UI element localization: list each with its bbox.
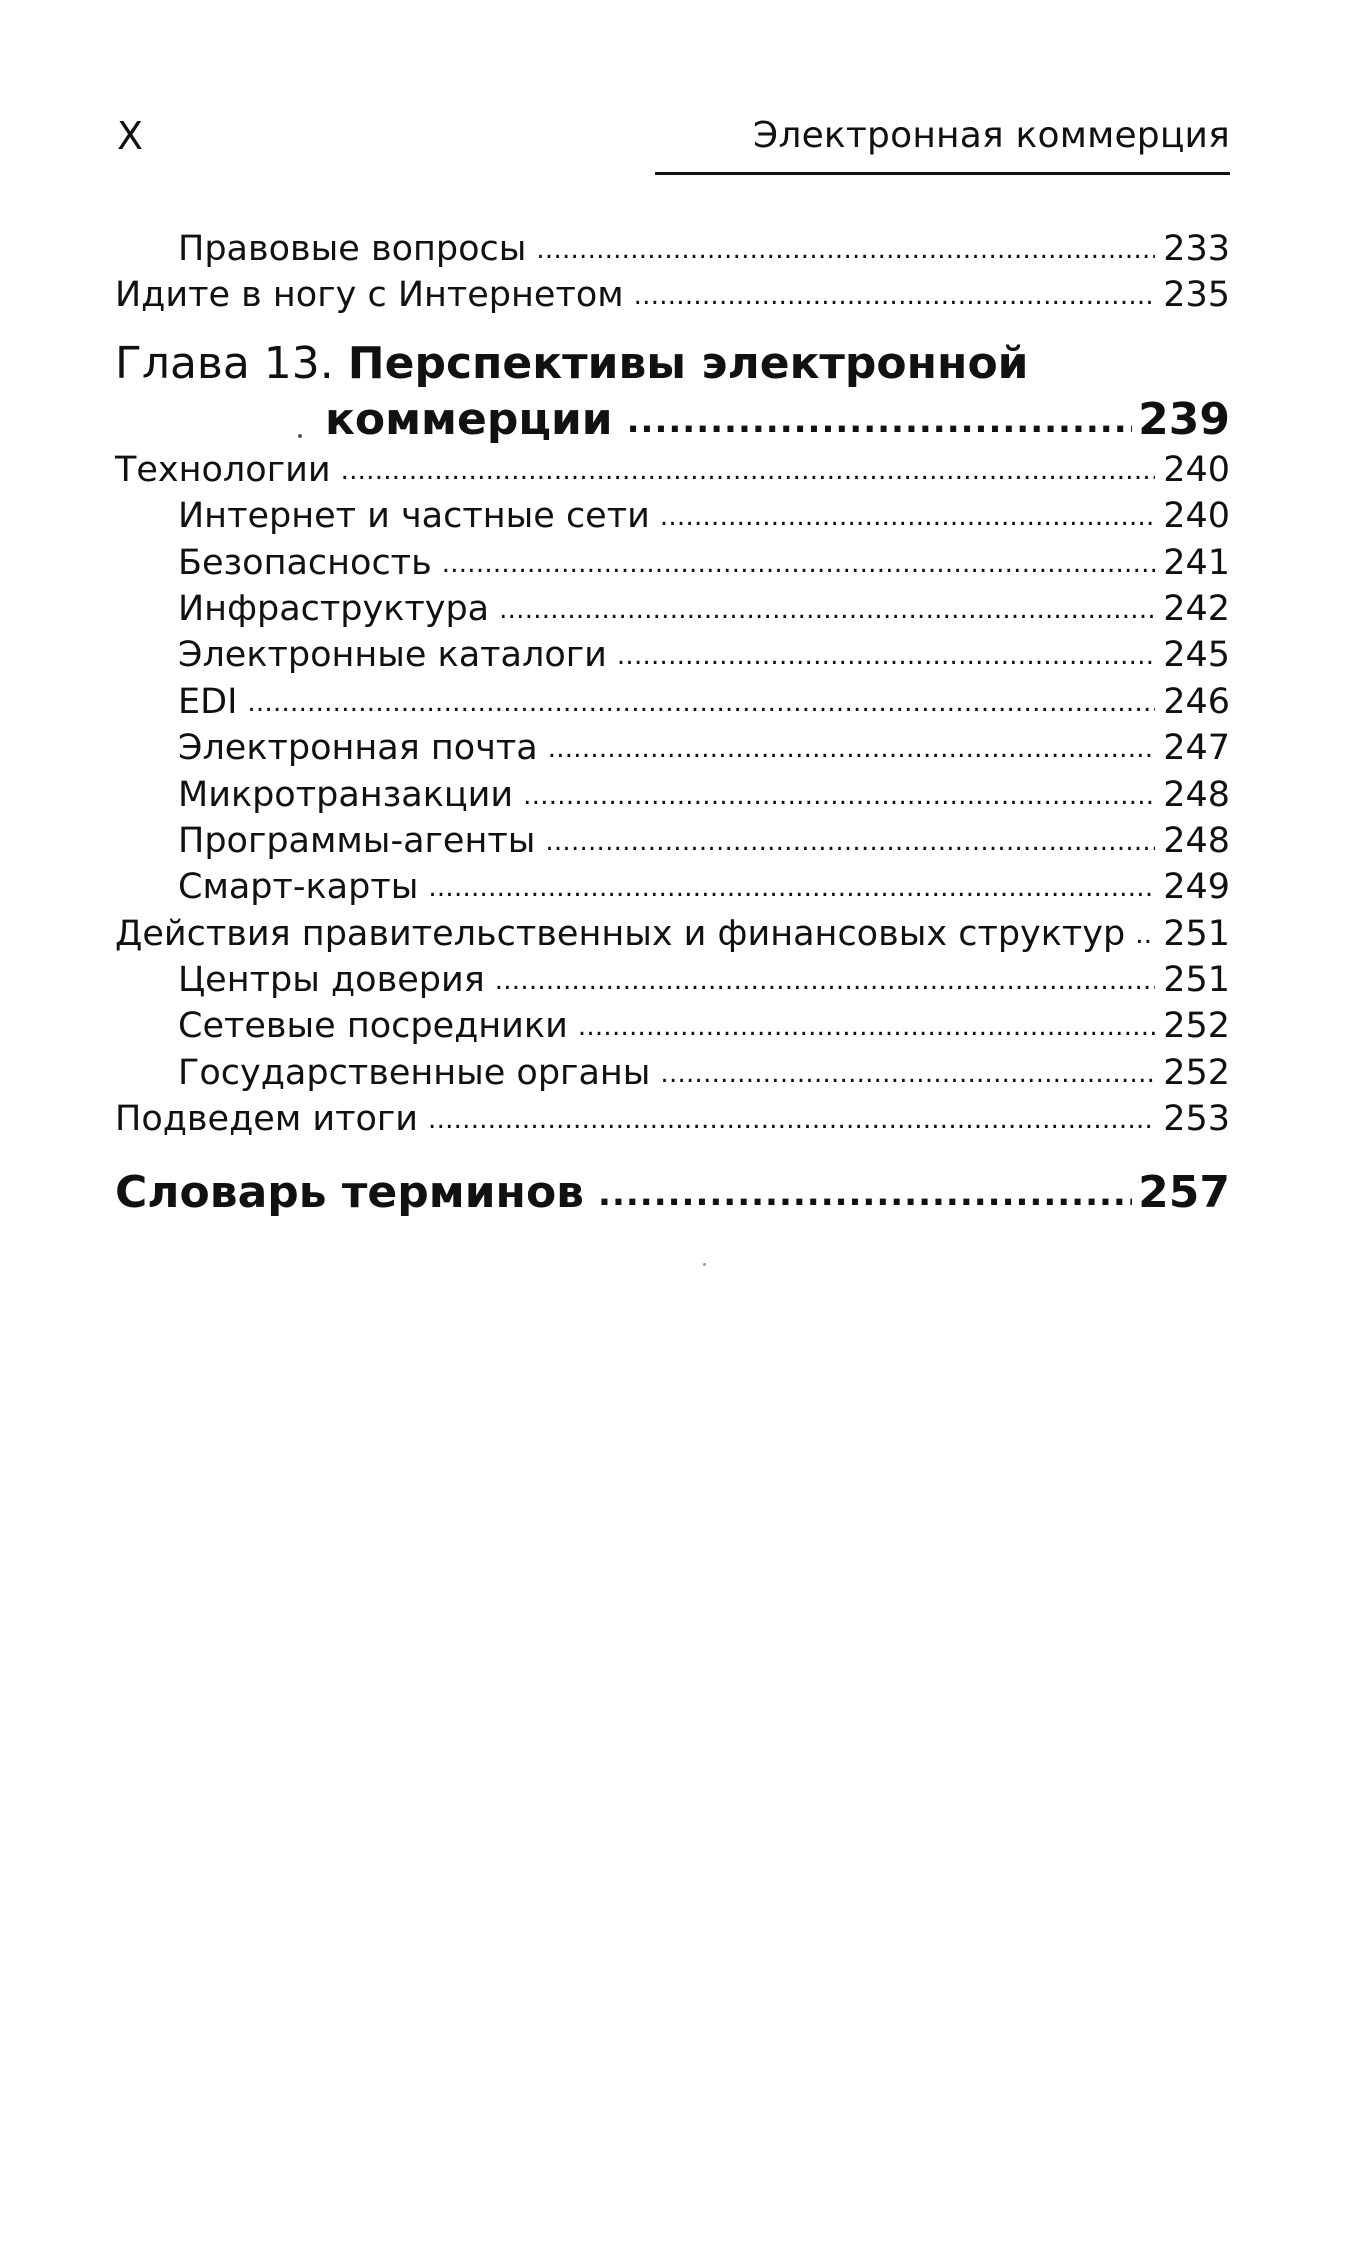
scan-speck [298, 434, 302, 438]
toc-entry-page: 240 [1163, 449, 1230, 490]
toc-entry-title: Действия правительственных и финансовых структур [115, 913, 1126, 954]
toc-entry[interactable] [115, 1096, 1230, 1142]
toc-entry-title: Инфраструктура [178, 588, 490, 629]
dot-leader [545, 816, 1155, 865]
toc-entry-page: 247 [1163, 728, 1230, 769]
dot-leader [536, 224, 1155, 273]
toc-entry-page: 248 [1163, 774, 1230, 815]
toc-entry-title: Правовые вопросы [178, 229, 527, 269]
dot-leader [341, 445, 1156, 494]
toc-entry[interactable] [115, 864, 1230, 910]
glossary-title: Словарь терминов [115, 1166, 585, 1218]
toc-entry[interactable] [115, 540, 1230, 586]
dot-leader [499, 584, 1155, 633]
toc-entry-title: Интернет и частные сети [178, 496, 650, 537]
dot-leader [660, 491, 1155, 540]
dot-leader [598, 1161, 1132, 1224]
toc-entry[interactable] [115, 911, 1230, 957]
header-rule [655, 172, 1230, 175]
toc-entry-title: Безопасность [178, 542, 432, 583]
toc-entry[interactable] [115, 818, 1230, 864]
glossary-page: 257 [1138, 1166, 1230, 1218]
dot-leader [428, 862, 1155, 911]
toc-entry-page: 242 [1163, 588, 1230, 629]
toc-entry-page: 233 [1163, 229, 1230, 269]
chapter-title-line2: коммерции [325, 393, 613, 445]
toc-entry[interactable] [115, 272, 1230, 318]
dot-leader [1135, 909, 1155, 958]
chapter-page: 239 [1138, 393, 1230, 445]
toc-entry-page: 249 [1163, 867, 1230, 908]
chapter-label: Глава 13. [115, 337, 334, 389]
dot-leader [627, 391, 1133, 448]
table-of-contents [115, 226, 1230, 1223]
dot-leader [428, 1094, 1155, 1143]
toc-entry[interactable] [115, 725, 1230, 771]
toc-entry[interactable] [115, 632, 1230, 678]
dot-leader [523, 770, 1155, 819]
toc-entry-title: Микротранзакции [178, 774, 514, 815]
glossary-entry[interactable] [115, 1163, 1230, 1223]
running-section-title: Электронная коммерция [753, 115, 1230, 156]
toc-entry[interactable] [115, 679, 1230, 725]
toc-entry[interactable] [115, 1003, 1230, 1049]
toc-entry[interactable] [115, 586, 1230, 632]
toc-entry[interactable] [115, 1050, 1230, 1096]
toc-entry-page: 253 [1163, 1099, 1230, 1140]
toc-entry-title: Программы-агенты [178, 820, 536, 861]
toc-entry-title: Электронные каталоги [178, 635, 607, 676]
toc-entry[interactable] [115, 226, 1230, 272]
toc-entry-title: Технологии [115, 449, 331, 490]
toc-entry-page: 235 [1163, 275, 1230, 316]
dot-leader [617, 630, 1155, 679]
toc-entry-page: 252 [1163, 1006, 1230, 1047]
toc-entry-title: Сетевые посредники [178, 1006, 568, 1047]
toc-entry-page: 246 [1163, 681, 1230, 722]
dot-leader [442, 538, 1155, 587]
page-folio: X [117, 114, 144, 158]
toc-entry[interactable] [115, 447, 1230, 493]
toc-entry-page: 251 [1163, 913, 1230, 954]
toc-entry-title: Электронная почта [178, 728, 538, 769]
running-header [115, 108, 1230, 168]
toc-entry-title: EDI [178, 681, 238, 722]
scan-speck [703, 1263, 706, 1266]
toc-entry-page: 241 [1163, 542, 1230, 583]
toc-entry-page: 248 [1163, 820, 1230, 861]
dot-leader [578, 1001, 1155, 1050]
dot-leader [247, 677, 1155, 726]
toc-entry-page: 251 [1163, 960, 1230, 1001]
toc-entry[interactable] [115, 772, 1230, 818]
toc-entry-page: 252 [1163, 1052, 1230, 1093]
chapter-title-line1: Перспективы электронной [347, 337, 1029, 389]
dot-leader [495, 955, 1155, 1004]
dot-leader [660, 1048, 1155, 1097]
toc-entry-title: Центры доверия [178, 960, 485, 1001]
toc-entry[interactable] [115, 493, 1230, 539]
toc-entry-title: Государственные органы [178, 1052, 651, 1093]
toc-entry-page: 240 [1163, 496, 1230, 537]
chapter-heading[interactable] [115, 337, 1230, 447]
toc-entry-page: 245 [1163, 635, 1230, 676]
dot-leader [634, 270, 1156, 319]
toc-entry-title: Смарт-карты [178, 867, 419, 908]
toc-entry-title: Подведем итоги [115, 1099, 419, 1140]
toc-entry[interactable] [115, 957, 1230, 1003]
dot-leader [548, 723, 1155, 772]
toc-entry-title: Идите в ногу с Интернетом [115, 275, 624, 316]
